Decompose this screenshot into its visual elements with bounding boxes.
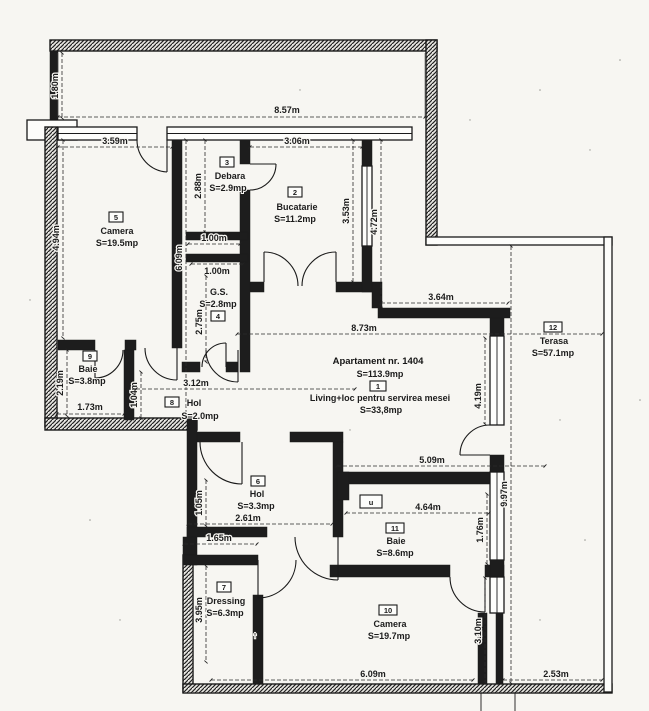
baie11-north-wall xyxy=(337,472,497,484)
dimension xyxy=(193,140,205,232)
svg-text:1.76m: 1.76m xyxy=(475,517,485,543)
svg-text:S=113.9mp: S=113.9mp xyxy=(356,369,404,379)
svg-text:12: 12 xyxy=(548,323,558,332)
svg-text:Hol: Hol xyxy=(186,398,202,408)
svg-text:11: 11 xyxy=(391,524,399,533)
svg-text:3.06m: 3.06m xyxy=(284,136,310,146)
living-hol6-door-arc xyxy=(200,442,242,484)
svg-text:1.05m: 1.05m xyxy=(194,490,204,516)
living-ne-joint-wall xyxy=(372,282,382,308)
svg-text:S=2.8mp: S=2.8mp xyxy=(199,299,237,309)
bucatarie-east-wall xyxy=(362,246,372,292)
svg-text:9: 9 xyxy=(87,352,93,361)
dimension xyxy=(58,105,425,117)
east-pier xyxy=(490,560,504,577)
dimension xyxy=(194,566,206,662)
living-east-pier xyxy=(490,455,504,472)
svg-text:6.09m: 6.09m xyxy=(360,669,386,679)
svg-text:1.00m: 1.00m xyxy=(201,233,227,243)
svg-text:Hol: Hol xyxy=(249,489,265,499)
baie11-nw-corner xyxy=(337,472,349,500)
baie9-north-wall xyxy=(58,340,95,350)
svg-text:2: 2 xyxy=(292,188,298,197)
room-label-camera10 xyxy=(368,605,411,641)
bucatarie-door-arc xyxy=(302,252,336,286)
svg-text:10: 10 xyxy=(383,606,393,615)
svg-text:Debara: Debara xyxy=(214,171,246,181)
hol8-west-door-arc xyxy=(145,348,177,380)
svg-text:6.09m: 6.09m xyxy=(174,245,184,271)
svg-text:3.53m: 3.53m xyxy=(341,198,351,224)
baie9-door-arc xyxy=(95,350,123,378)
debara-east-wall xyxy=(240,140,250,164)
room-label-bucatarie xyxy=(274,187,317,224)
dimension xyxy=(136,378,355,389)
svg-text:S=3.8mp: S=3.8mp xyxy=(68,376,106,386)
niche-symbol: u xyxy=(368,498,374,507)
svg-text:4: 4 xyxy=(215,312,221,321)
dressing-door-arc xyxy=(258,560,296,598)
svg-text:S=2.0mp: S=2.0mp xyxy=(181,411,219,421)
camera5-door-arc xyxy=(137,140,167,172)
svg-text:Living+loc pentru servirea mes: Living+loc pentru servirea mesei xyxy=(309,393,451,403)
svg-text:Camera: Camera xyxy=(373,619,407,629)
svg-text:S=8.6mp: S=8.6mp xyxy=(376,548,414,558)
svg-text:3.10m: 3.10m xyxy=(473,618,483,644)
terasa-top-wall xyxy=(426,237,612,245)
svg-text:7: 7 xyxy=(221,583,227,592)
dimension xyxy=(191,264,243,276)
upper-right-wall xyxy=(426,40,437,245)
room-label-gs xyxy=(199,287,237,321)
svg-text:S=3.3mp: S=3.3mp xyxy=(237,501,275,511)
room-label-hol6 xyxy=(237,476,275,511)
svg-text:Apartament nr. 1404: Apartament nr. 1404 xyxy=(332,356,424,367)
terasa-east-wall xyxy=(604,237,612,692)
dressing-top-wall xyxy=(183,555,258,565)
svg-text:S=57.1mp: S=57.1mp xyxy=(531,348,575,358)
dimension xyxy=(188,513,332,524)
top-wall xyxy=(50,40,437,51)
svg-text:8: 8 xyxy=(169,398,175,407)
bottom-wall xyxy=(183,684,612,693)
svg-text:3.59m: 3.59m xyxy=(102,136,128,146)
baie11-south-wall xyxy=(330,565,450,577)
svg-text:2.75m: 2.75m xyxy=(194,309,204,335)
dimension xyxy=(475,494,487,564)
svg-text:Bucatarie: Bucatarie xyxy=(276,202,318,212)
svg-text:1.73m: 1.73m xyxy=(77,402,103,412)
camera5-east-wall xyxy=(172,140,182,348)
svg-text:4.64m: 4.64m xyxy=(415,502,441,512)
svg-text:8.73m: 8.73m xyxy=(351,323,377,333)
living-north-wall xyxy=(378,308,510,318)
svg-text:S=19.5mp: S=19.5mp xyxy=(95,238,139,248)
apartment-label xyxy=(310,356,450,415)
svg-text:2.88m: 2.88m xyxy=(193,173,203,199)
svg-text:3.12m: 3.12m xyxy=(183,378,209,388)
column-east-wall xyxy=(240,190,250,372)
dimension xyxy=(194,276,206,362)
entrance-arrow-icon: ↑ xyxy=(252,630,258,640)
living-south-wall xyxy=(290,432,343,442)
svg-text:8.57m: 8.57m xyxy=(274,105,300,115)
svg-text:5: 5 xyxy=(113,213,119,222)
svg-text:G.S.: G.S. xyxy=(209,287,229,297)
svg-text:S=2.9mp: S=2.9mp xyxy=(209,183,247,193)
dimension xyxy=(503,669,602,680)
southwest-wall xyxy=(45,418,197,430)
living-south-wall xyxy=(197,432,240,442)
svg-text:5.09m: 5.09m xyxy=(419,455,445,465)
svg-text:S=11.2mp: S=11.2mp xyxy=(274,214,316,224)
svg-text:1.00m: 1.00m xyxy=(204,266,230,276)
svg-text:2.61m: 2.61m xyxy=(235,513,261,523)
svg-text:9.97m: 9.97m xyxy=(499,481,509,507)
svg-text:1.04m: 1.04m xyxy=(129,382,139,408)
svg-text:2.19m: 2.19m xyxy=(55,370,65,396)
dimension xyxy=(473,338,485,424)
svg-text:4.19m: 4.19m xyxy=(473,383,483,409)
bucatarie-south-wall xyxy=(250,282,264,292)
terasa-door-arc xyxy=(460,425,490,455)
debara-door-arc xyxy=(250,164,276,190)
dimension xyxy=(381,292,508,303)
bucatarie-door-arc xyxy=(264,252,298,286)
svg-text:2.53m: 2.53m xyxy=(543,669,569,679)
camera10-east-window-jamb xyxy=(496,613,503,684)
dimension xyxy=(341,140,353,282)
svg-text:Baie: Baie xyxy=(78,364,98,374)
svg-text:1.80m: 1.80m xyxy=(50,73,60,99)
svg-text:Camera: Camera xyxy=(100,226,134,236)
svg-text:1.65m: 1.65m xyxy=(206,533,232,543)
svg-text:1: 1 xyxy=(375,382,381,391)
svg-text:4.72m: 4.72m xyxy=(369,209,379,235)
camera10-door-arc xyxy=(450,577,485,612)
svg-text:S=19.7mp: S=19.7mp xyxy=(367,631,411,641)
bucatarie-east-wall xyxy=(362,140,372,166)
gs-south-wall xyxy=(182,362,200,372)
svg-text:Terasa: Terasa xyxy=(539,336,569,346)
svg-text:4.94m: 4.94m xyxy=(51,225,61,251)
svg-text:S=33,8mp: S=33,8mp xyxy=(359,405,403,415)
niche-bottom-wall xyxy=(186,254,248,262)
svg-text:3.95m: 3.95m xyxy=(194,597,204,623)
svg-text:6: 6 xyxy=(255,477,261,486)
room-label-camera5 xyxy=(96,212,139,248)
svg-text:Baie: Baie xyxy=(386,536,406,546)
svg-text:Dressing: Dressing xyxy=(206,596,246,606)
room-label-baie11 xyxy=(376,523,414,558)
dimension xyxy=(337,455,545,466)
living-east-pier xyxy=(490,318,504,336)
gs-south-wall xyxy=(226,362,238,372)
room-label-dressing xyxy=(206,582,245,618)
svg-text:3: 3 xyxy=(224,158,230,167)
svg-text:3.64m: 3.64m xyxy=(428,292,454,302)
baie9-north-wall xyxy=(125,340,136,350)
dressing-west-wall xyxy=(183,555,193,692)
dimension xyxy=(211,669,473,680)
hol6-west-wall xyxy=(187,418,197,537)
room-label-baie9 xyxy=(68,351,106,386)
room-label-terasa xyxy=(532,322,575,358)
svg-text:S=6.3mp: S=6.3mp xyxy=(206,608,244,618)
